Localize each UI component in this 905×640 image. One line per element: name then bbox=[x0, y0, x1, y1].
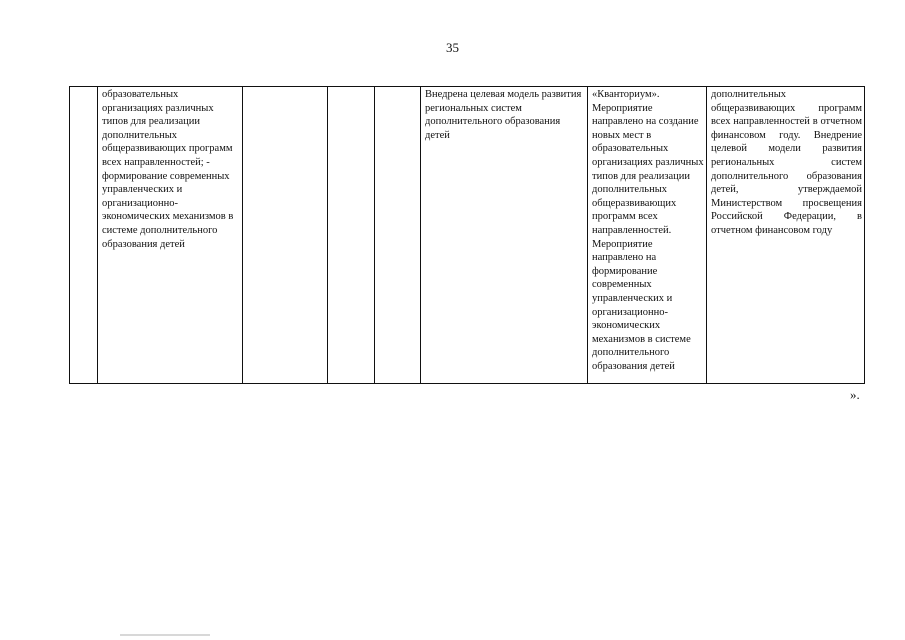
cell-task-description: образовательных организациях различных типов для реализации дополнительных общеразвивающих программ всех направленностей; - формирование современных управленческих и организационно-экономических механизмов в системе дополнительного образования детей bbox=[98, 87, 243, 384]
cell-index bbox=[70, 87, 98, 384]
table-row bbox=[70, 87, 865, 384]
scan-artifact bbox=[120, 634, 210, 636]
page-number: 35 bbox=[446, 40, 459, 55]
cell-empty-1 bbox=[243, 87, 328, 384]
closing-quote: ». bbox=[850, 387, 860, 402]
cell-measure-description: «Кванториум». Мероприятие направлено на создание новых мест в образовательных организациях различных типов для реализации дополнительных общеразвивающих программ всех направленностей. Мероприятие направлено на формирование современных управленческих и организационно-экономических механизмов в системе дополнительного образования детей bbox=[588, 87, 707, 384]
cell-indicator: дополнительных общеразвивающих программ всех направленностей в отчетном финансовом году. Внедрение целевой модели развития региональных систем дополнительного образования детей, утверждаемой Министерством просвещения Российской Федерации, в отчетном финансовом году bbox=[707, 87, 865, 384]
cell-empty-2 bbox=[328, 87, 375, 384]
cell-result: Внедрена целевая модель развития региональных систем дополнительного образования детей bbox=[421, 87, 588, 384]
cell-empty-3 bbox=[375, 87, 421, 384]
program-table bbox=[69, 86, 865, 384]
